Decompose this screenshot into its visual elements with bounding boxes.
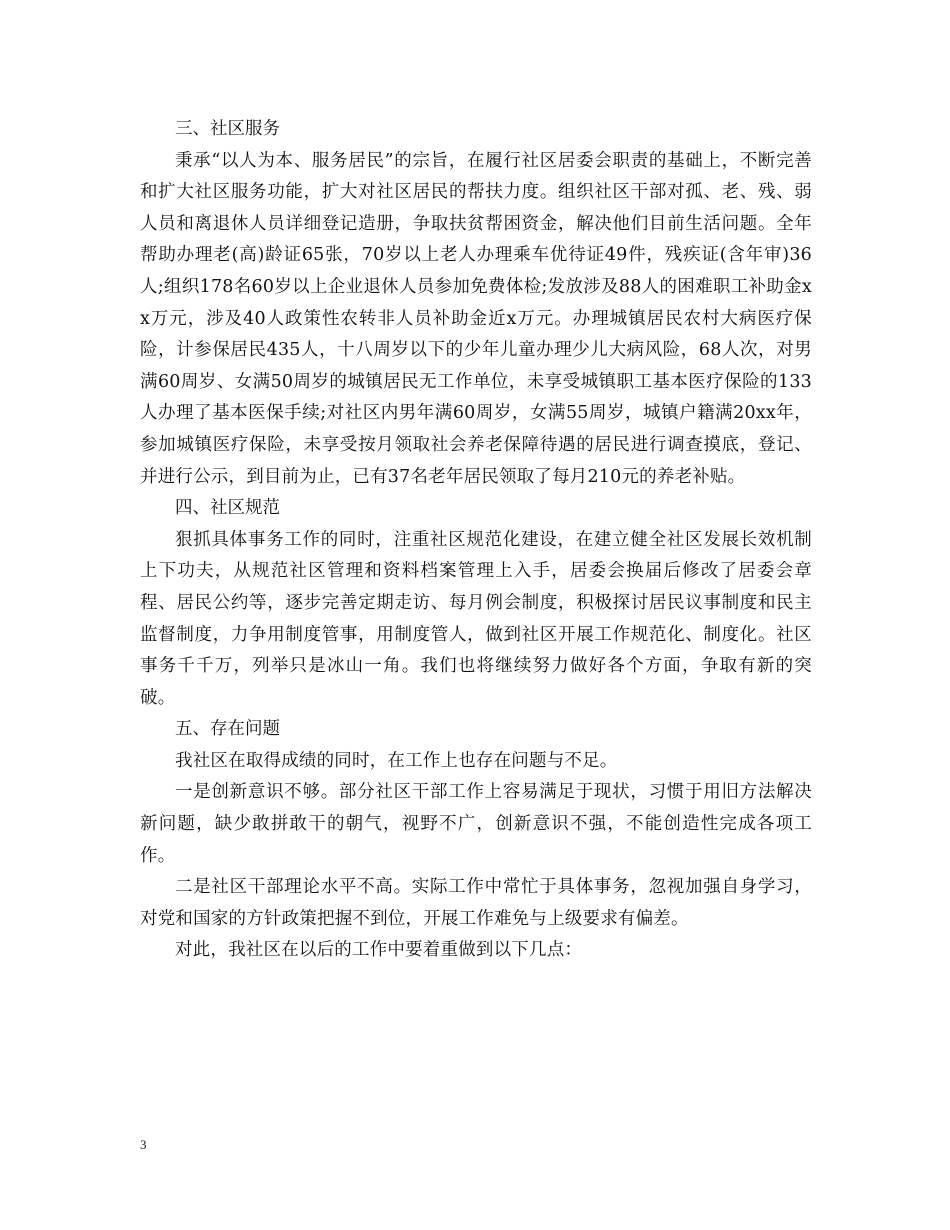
document-body [140,114,812,967]
paragraph-community-service: 秉承“以人为本、服务居民”的宗旨，在履行社区居委会职责的基础上，不断完善和扩大社区服务功能，扩大对社区居民的帮扶力度。组织社区干部对孤、老、残、弱人员和离退休人员详细登记造册，争取扶贫帮困资金，解决他们目前生活问题。全年帮助办理老(高)龄证65张，70岁以上老人办理乘车优待证49件，残疾证(含年审)36人;组织178名60岁以上企业退休人员参加免费体检;发放涉及88人的困难职工补助金xx万元，涉及40人政策性农转非人员补助金近x万元。办理城镇居民农村大病医疗保险，计参保居民435人，十八周岁以下的少年儿童办理少儿大病风险，68人次，对男满60周岁、女满50周岁的城镇居民无工作单位，未享受城镇职工基本医疗保险的133人办理了基本医保手续;对社区内男年满60周岁，女满55周岁，城镇户籍满20xx年，参加城镇医疗保险，未享受按月领取社会养老保障待遇的居民进行调查摸底，登记、并进行公示，到目前为止，已有37名老年居民领取了每月210元的养老补贴。 [140,150,812,487]
paragraph-problems-conclusion: 对此，我社区在以后的工作中要着重做到以下几点： [175,940,583,961]
section-heading-community-service: 三、社区服务 [175,119,280,139]
section-heading-existing-problems: 五、存在问题 [175,719,280,740]
paragraph-problem-theory: 二是社区干部理论水平不高。实际工作中常忙于具体事务，忽视加强自身学习，对党和国家的方针政策把握不到位，开展工作难免与上级要求有偏差。 [140,877,812,929]
paragraph-community-norms: 狠抓具体事务工作的同时，注重社区规范化建设，在建立健全社区发展长效机制上下功夫，从规范社区管理和资料档案管理上入手，居委会换届后修改了居委会章程、居民公约等，逐步完善定期走访、每月例会制度，积极探讨居民议事制度和民主监督制度，力争用制度管事，用制度管人，做到社区开展工作规范化、制度化。社区事务千千万，列举只是冰山一角。我们也将继续努力做好各个方面，争取有新的突破。 [140,529,812,708]
paragraph-problems-intro: 我社区在取得成绩的同时，在工作上也存在问题与不足。 [175,750,618,771]
paragraph-problem-innovation: 一是创新意识不够。部分社区干部工作上容易满足于现状，习惯于用旧方法解决新问题，缺少敢拼敢干的朝气，视野不广，创新意识不强，不能创造性完成各项工作。 [140,782,812,866]
section-heading-community-norms: 四、社区规范 [175,498,280,519]
page-number: 3 [140,1137,147,1152]
